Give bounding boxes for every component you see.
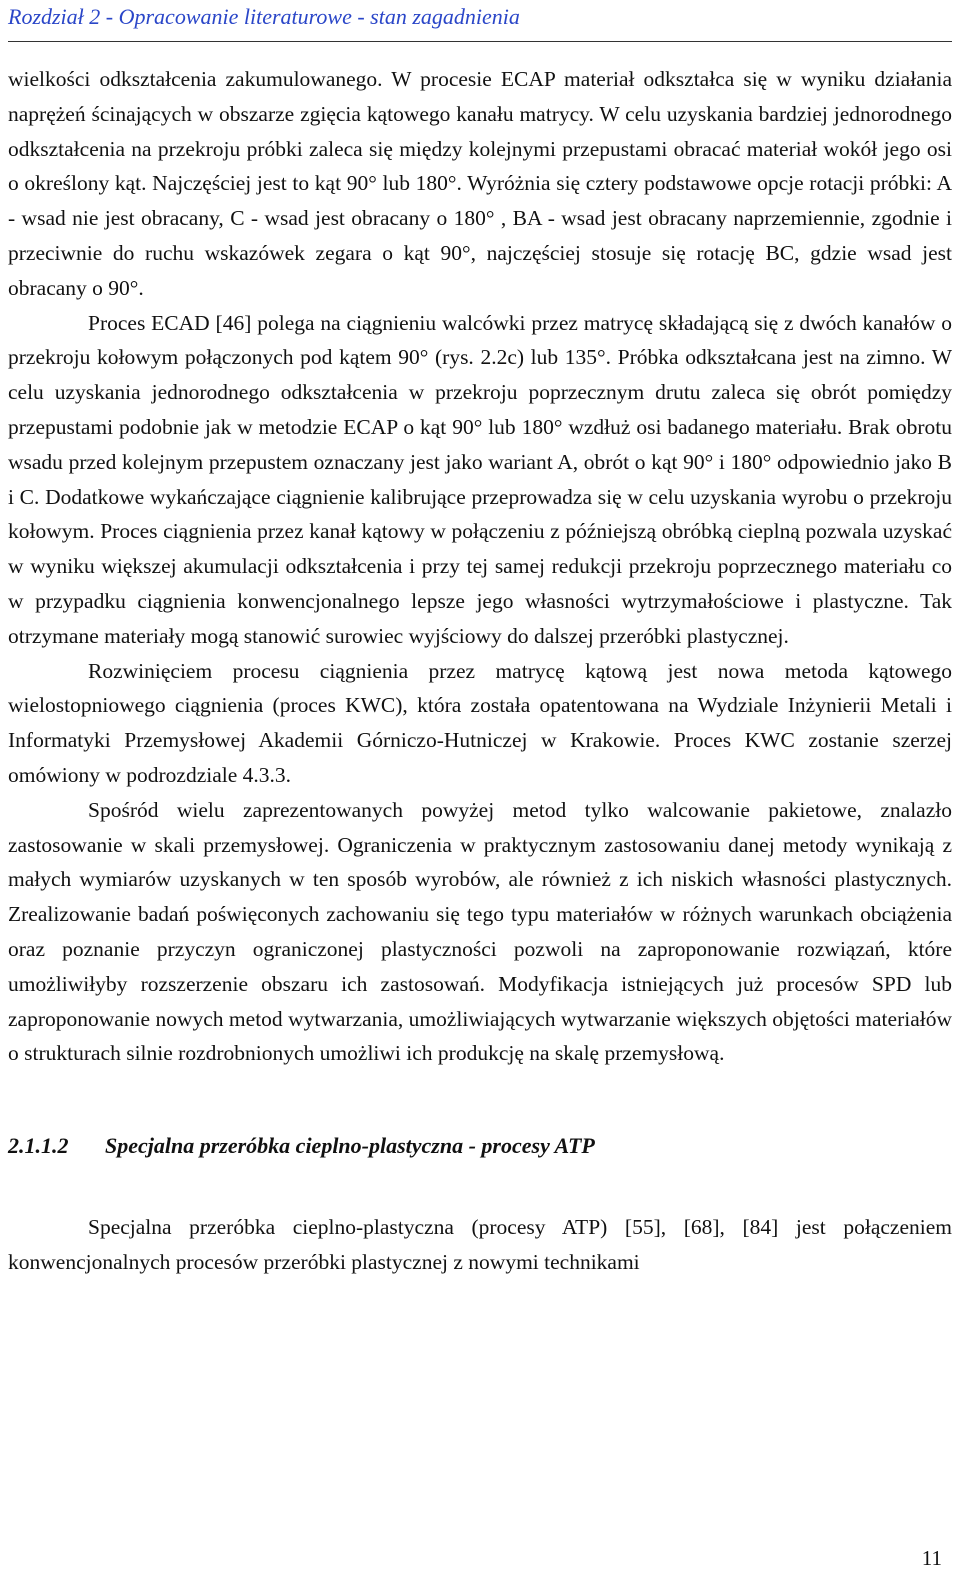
paragraph-atp-intro: Specjalna przeróbka cieplno-plastyczna (procesy ATP) [55], [68], [84] jest połączeniem konwencjonalnych procesów przeróbki plastycznej z nowymi technikami: [8, 1214, 952, 1274]
header-divider: [8, 41, 952, 42]
paragraph-kwc-process: Rozwinięciem procesu ciągnienia przez matrycę kątową jest nowa metoda kątowego wielostopniowego ciągnienia (proces KWC), która została opatentowana na Wydziale Inżynierii Metali i Informatyki Przemysłowej Akademii Górniczo-Hutniczej w Krakowie. Proces KWC zostanie szerzej omówiony w podrozdziale 4.3.3.: [8, 658, 952, 787]
section-title: Specjalna przeróbka cieplno-plastyczna - procesy ATP: [105, 1133, 595, 1159]
paragraph-industrial-application: Spośród wielu zaprezentowanych powyżej metod tylko walcowanie pakietowe, znalazło zastosowanie w skali przemysłowej. Ograniczenia w praktycznym zastosowaniu danej metody wynikają z małych wymiarów uzyskanych w ten sposób wyrobów, ale również z ich niskich własności plastycznych. Zrealizowanie badań poświęconych zachowaniu się tego typu materiałów w różnych warunkach obciążenia oraz poznanie przyczyn ograniczonej plastyczności pozwoli na zaproponowanie rozwiązań, które umożliwiłyby rozszerzenie obszaru ich zastosowań. Modyfikacja istniejących już procesów SPD lub zaproponowanie nowych metod wytwarzania, umożliwiających wytwarzanie większych objętości materiałów o strukturach silnie rozdrobnionych umożliwi ich produkcję na skalę przemysłową.: [8, 797, 952, 1066]
document-body: [8, 62, 952, 1280]
section-heading: [8, 1129, 952, 1164]
paragraph-ecad-process: Proces ECAD [46] polega na ciągnieniu walcówki przez matrycę składającą się z dwóch kanałów o przekroju kołowym połączonych pod kątem 90° (rys. 2.2c) lub 135°. Próbka odkształcana jest na zimno. W celu uzyskania jednorodnego odkształcenia w przekroju poprzecznym drutu zaleca się obrót pomiędzy przepustami podobnie jak w metodzie ECAP o kąt 90° lub 180° wzdłuż osi badanego materiału. Brak obrotu wsadu przed kolejnym przepustem oznaczany jest jako wariant A, obrót o kąt 90° i 180° odpowiednio jako B i C. Dodatkowe wykańczające ciągnienie kalibrujące przeprowadza się w celu uzyskania wyrobu o przekroju kołowym. Proces ciągnienia przez kanał kątowy w połączeniu z późniejszą obróbką cieplną pozwala uzyskać w wyniku większej akumulacji odkształcenia i przy tej samej redukcji przekroju poprzecznego materiału co w przypadku ciągnienia konwencjonalnego lepsze jego własności wytrzymałościowe i plastyczne. Tak otrzymane materiały mogą stanowić surowiec wyjściowy do dalszej przeróbki plastycznej.: [8, 310, 952, 648]
running-header: Rozdział 2 - Opracowanie literaturowe - stan zagadnienia: [8, 4, 520, 29]
page-number: 11: [921, 1546, 942, 1570]
paragraph-ecap-rotation: wielkości odkształcenia zakumulowanego. W procesie ECAP materiał odkształca się w wyniku działania naprężeń ścinających w obszarze zgięcia kątowego kanału matrycy. W celu uzyskania bardziej jednorodnego odkształcenia na przekroju próbki zaleca się między kolejnymi przepustami obracać materiał wokół jego osi o określony kąt. Najczęściej jest to kąt 90° lub 180°. Wyróżnia się cztery podstawowe opcje rotacji próbki: A - wsad nie jest obracany, C - wsad jest obracany o 180° , BA - wsad jest obracany naprzemiennie, zgodnie i przeciwnie do ruchu wskazówek zegara o kąt 90°, najczęściej stosuje się rotację BC, gdzie wsad jest obracany o 90°.: [8, 67, 952, 300]
section-number: 2.1.1.2: [8, 1133, 69, 1159]
